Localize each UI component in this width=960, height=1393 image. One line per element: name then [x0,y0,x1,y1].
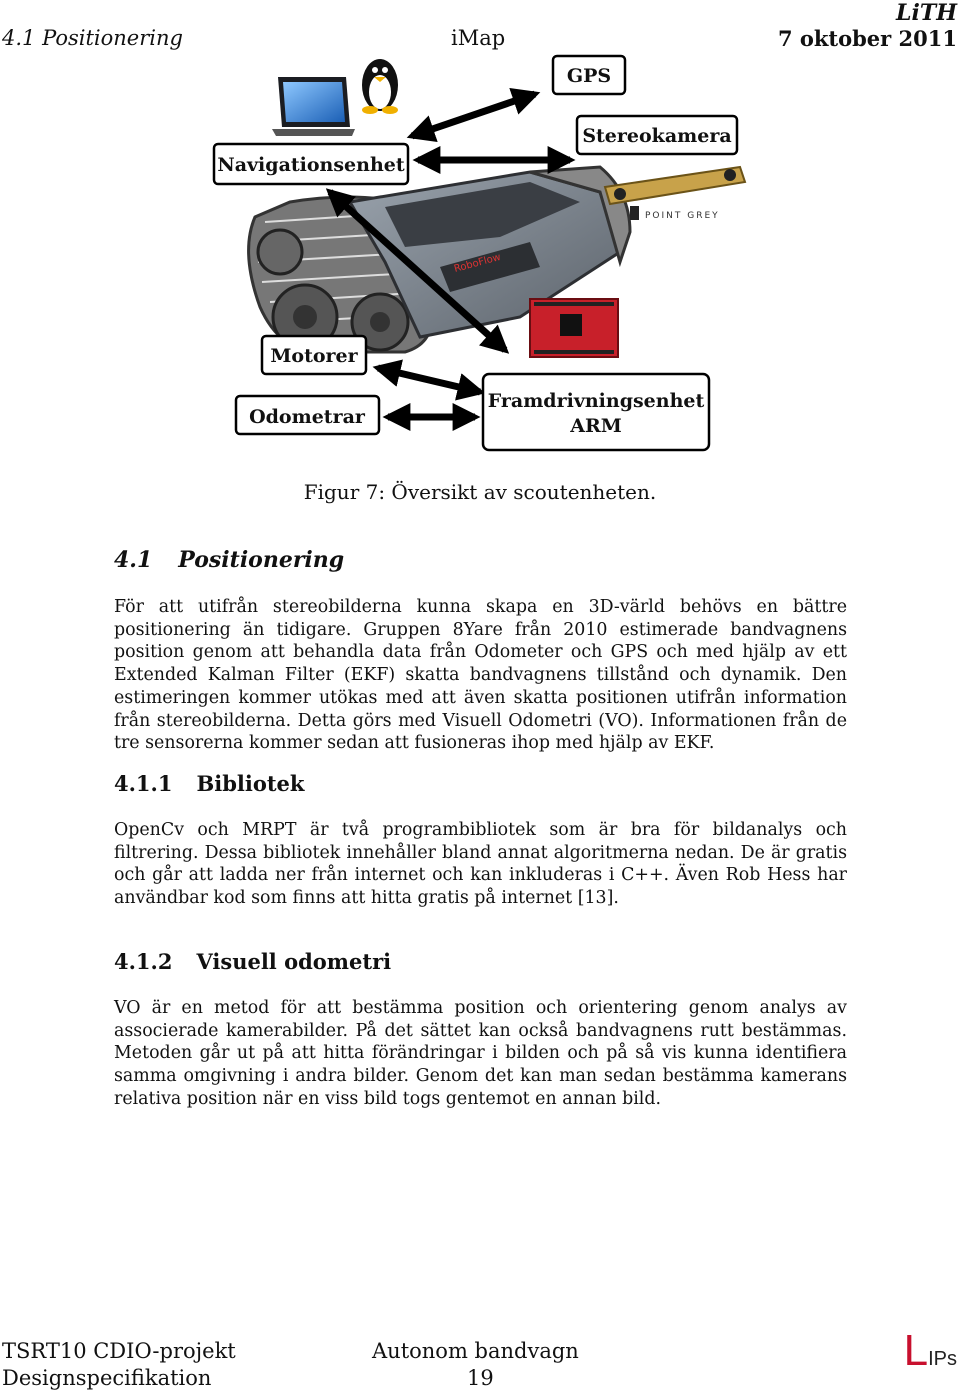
paragraph-positionering: För att utifrån stereobilderna kunna skapa en 3D-värld behövs en bättre positionering än tidigare. Gruppen 8Yare från 2010 estimerade bandvagnens position genom att behandla data från Odometer och GPS och med hjälp av ett Extended Kalman Filter (EKF) skatta bandvagnens tillstånd och dynamik. Den estimeringen kommer utökas med att även skatta positionen utifrån information från stereobilderna. Detta görs med Visuell Odometri (VO). Informationen från de tre sensorerna kommer sedan att fusioneras ihop med hjälp av EKF. [114,597,847,754]
svg-text:Navigationsenhet: Navigationsenhet [217,154,405,176]
robot-illustration [249,167,630,357]
label-motorer [262,336,366,374]
svg-text:ARM: ARM [570,415,622,437]
footer-page-number: 19 [467,1366,494,1390]
label-odometrar [236,396,379,434]
section-title: Positionering [178,547,345,573]
paragraph-visuell-odometri: VO är en metod för att bestämma position och orientering genom analys av associerade kamerabilder. På det sättet kan också bandvagnens rutt bestämmas. Metoden går ut på att hitta förändringar i bilden och på så vis kunna identifiera samma omgivning i andra bilder. Genom det kan man sedan bestämma kamerans relativa position när en viss bild togs gentemot en annan bild. [114,998,847,1109]
subsection-number: 4.1.1 [114,771,173,796]
lips-logo: LIPs [903,1326,957,1375]
svg-text:Motorer: Motorer [270,345,358,367]
svg-text:Framdrivningsenhet: Framdrivningsenhet [487,390,705,412]
svg-text:Stereokamera: Stereokamera [582,125,732,147]
subsection-number: 4.1.2 [114,949,173,974]
label-navigationsenhet [214,144,408,184]
section-number: 4.1 [114,547,153,573]
svg-text:GPS: GPS [566,65,612,87]
subsection-title: Bibliotek [196,771,305,796]
camera-brand-text: POINT GREY [645,211,720,221]
svg-text:RoboFlow: RoboFlow [452,251,503,275]
footer-document: Designspecifikation [2,1366,212,1390]
scout-overview-figure [200,52,760,462]
footer-course: TSRT10 CDIO-projekt [2,1339,236,1363]
subsection-heading-visuell-odometri [114,949,391,974]
section-heading [114,547,344,573]
label-framdrivningsenhet [483,374,709,450]
header-date: 7 oktober 2011 [777,26,957,51]
subsection-heading-bibliotek [114,771,304,796]
paragraph-bibliotek: OpenCv och MRPT är två programbibliotek som är bra för bildanalys och filtrering. Dessa bibliotek innehåller bland annat algoritmerna nedan. De är gratis och går att ladda ner från internet och kan inkluderas i C++. Även Rob Hess har användbar kod som finns att hitta gratis på internet [13]. [114,820,847,909]
svg-text:Odometrar: Odometrar [249,406,365,428]
subsection-title: Visuell odometri [196,949,392,974]
label-stereokamera [577,116,737,154]
header-org: LiTH [896,0,957,26]
label-gps [553,56,625,94]
header-project: iMap [451,26,506,50]
header-section: 4.1 Positionering [2,26,183,50]
figure-caption: Figur 7: Översikt av scoutenheten. [303,480,657,504]
laptop-icon [272,77,355,136]
tux-penguin-icon [362,59,398,114]
footer-title: Autonom bandvagn [372,1339,579,1363]
